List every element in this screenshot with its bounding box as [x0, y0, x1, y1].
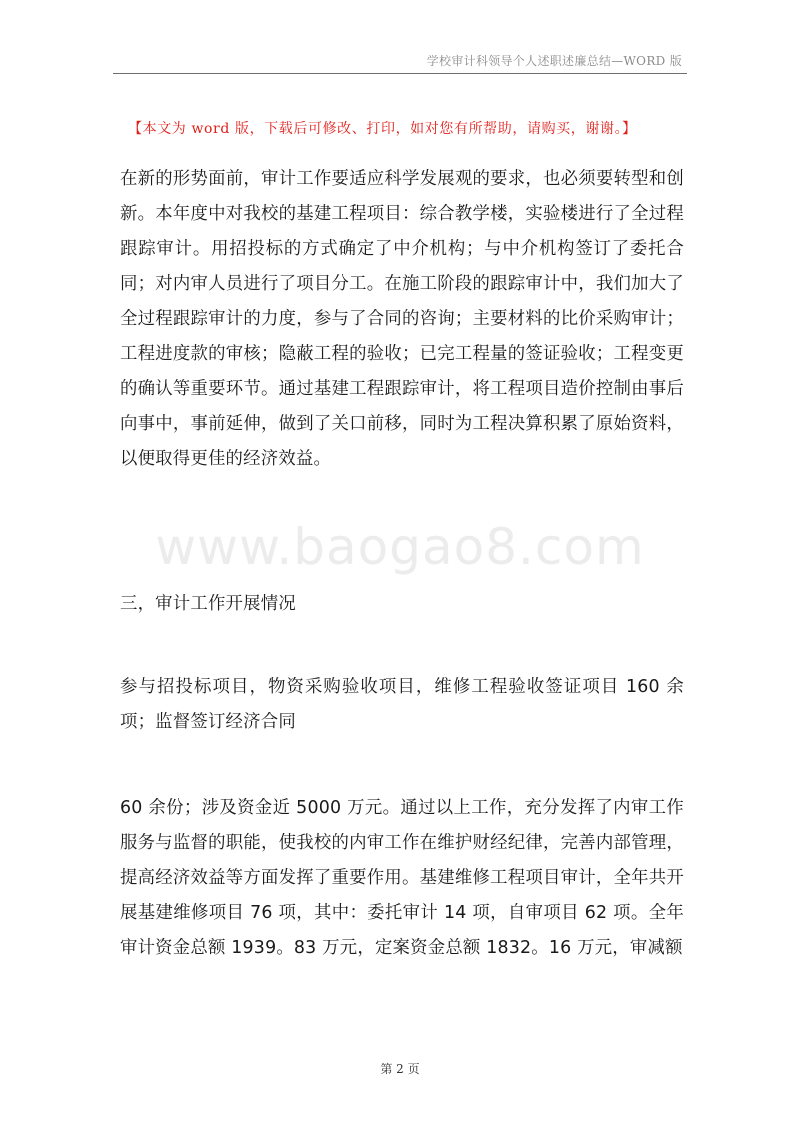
- body-paragraph: 60 余份；涉及资金近 5000 万元。通过以上工作，充分发挥了内审工作服务与监督的职能，使我校的内审工作在维护财经纪律，完善内部管理，提高经济效益等方面发挥了重要作用。基建维修工程项目审计，全年共开展基建维修项目 76 项，其中：委托审计 14 项，自审项目 62 项。全年审计资金总额 1939。83 万元，定案资金总额 1832。16 万元，审减额: [120, 798, 684, 958]
- body-paragraph: 参与招投标项目，物资采购验收项目，维修工程验收签证项目 160 余项；监督签订经济合同: [120, 677, 684, 732]
- document-header-title: 学校审计科领导个人述职述廉总结—WORD 版: [426, 54, 682, 68]
- body-paragraph: 在新的形势面前，审计工作要适应科学发展观的要求，也必须要转型和创新。本年度中对我校的基建工程项目：综合教学楼，实验楼进行了全过程跟踪审计。用招投标的方式确定了中介机构；与中介机构签订了委托合同；对内审人员进行了项目分工。在施工阶段的跟踪审计中，我们加大了全过程跟踪审计的力度，参与了合同的咨询；主要材料的比价采购审计；工程进度款的审核；隐蔽工程的验收；已完工程量的签证验收；工程变更的确认等重要环节。通过基建工程跟踪审计，将工程项目造价控制由事后向事中，事前延伸，做到了关口前移，同时为工程决算积累了原始资料，以便取得更佳的经济效益。: [120, 169, 684, 469]
- section-heading: 三，审计工作开展情况: [120, 594, 296, 614]
- watermark: www.baogao8.com: [155, 518, 645, 576]
- download-notice: 【本文为 word 版，下载后可修改、打印，如对您有所帮助，请购买，谢谢。】: [128, 121, 637, 137]
- header-divider: [113, 73, 687, 74]
- page-number: 第 2 页: [380, 1062, 420, 1076]
